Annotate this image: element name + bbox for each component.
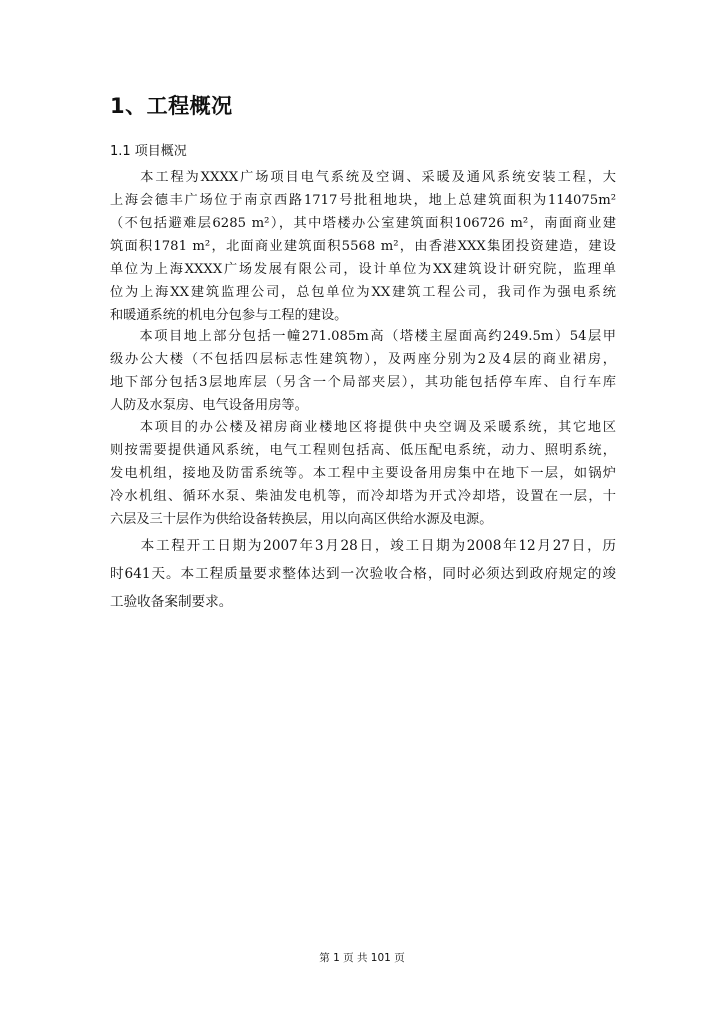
paragraph-line: 本项目的办公楼及裙房商业楼地区将提供中央空调及采暖系统，其它地区 xyxy=(110,420,616,435)
paragraph-line: 六层及三十层作为供给设备转换层，用以向高区供给水源及电源。 xyxy=(110,512,493,527)
paragraph-line: 筑面积1781 m²，北面商业建筑面积5568 m²，由香港XXX集团投资建造，建设 xyxy=(110,239,616,254)
paragraph-line: 级办公大楼（不包括四层标志性建筑物），及两座分别为2及4层的商业裙房， xyxy=(110,352,616,367)
page-footer: 第 1 页 共 101 页 xyxy=(319,952,405,964)
paragraph-line: 单位为上海XXXX广场发展有限公司，设计单位为XX建筑设计研究院，监理单 xyxy=(110,262,616,277)
paragraph-project-overview xyxy=(110,166,616,327)
paragraph-line: （不包括避难层6285 m²），其中塔楼办公室建筑面积106726 m²，南面商业建 xyxy=(110,216,616,231)
paragraph-line: 位为上海XX建筑监理公司，总包单位为XX建筑工程公司，我司作为强电系统 xyxy=(110,285,616,300)
paragraph-line: 和暖通系统的机电分包参与工程的建设。 xyxy=(110,308,348,323)
paragraph-line: 发电机组，接地及防雷系统等。本工程中主要设备用房集中在地下一层，如锅炉 xyxy=(110,466,616,481)
paragraph-line: 本工程开工日期为2007年3月28日，竣工日期为2008年12月27日，历 xyxy=(110,538,616,554)
paragraph-line: 本项目地上部分包括一幢271.085m高（塔楼主屋面高约249.5m）54层甲 xyxy=(110,329,616,344)
paragraph-line: 则按需要提供通风系统，电气工程则包括高、低压配电系统，动力、照明系统， xyxy=(110,443,616,458)
paragraph-systems xyxy=(110,416,616,531)
subsection-heading: 1.1 项目概况 xyxy=(110,144,187,159)
paragraph-building-scope xyxy=(110,325,616,417)
paragraph-line: 地下部分包括3层地库层（另含一个局部夹层），其功能包括停车库、自行车库 xyxy=(110,375,616,390)
paragraph-schedule xyxy=(110,532,616,616)
paragraph-line: 上海会德丰广场位于南京西路1717号批租地块，地上总建筑面积为114075m² xyxy=(110,193,616,208)
paragraph-line: 人防及水泵房、电气设备用房等。 xyxy=(110,398,308,413)
paragraph-line: 时641天。本工程质量要求整体达到一次验收合格，同时必须达到政府规定的竣 xyxy=(110,566,616,582)
paragraph-line: 本工程为XXXX广场项目电气系统及空调、采暖及通风系统安装工程，大 xyxy=(110,170,616,185)
section-heading: 1、工程概况 xyxy=(110,94,233,118)
paragraph-line: 工验收备案制要求。 xyxy=(110,594,233,610)
paragraph-line: 冷水机组、循环水泵、柴油发电机等，而冷却塔为开式冷却塔，设置在一层，十 xyxy=(110,489,616,504)
